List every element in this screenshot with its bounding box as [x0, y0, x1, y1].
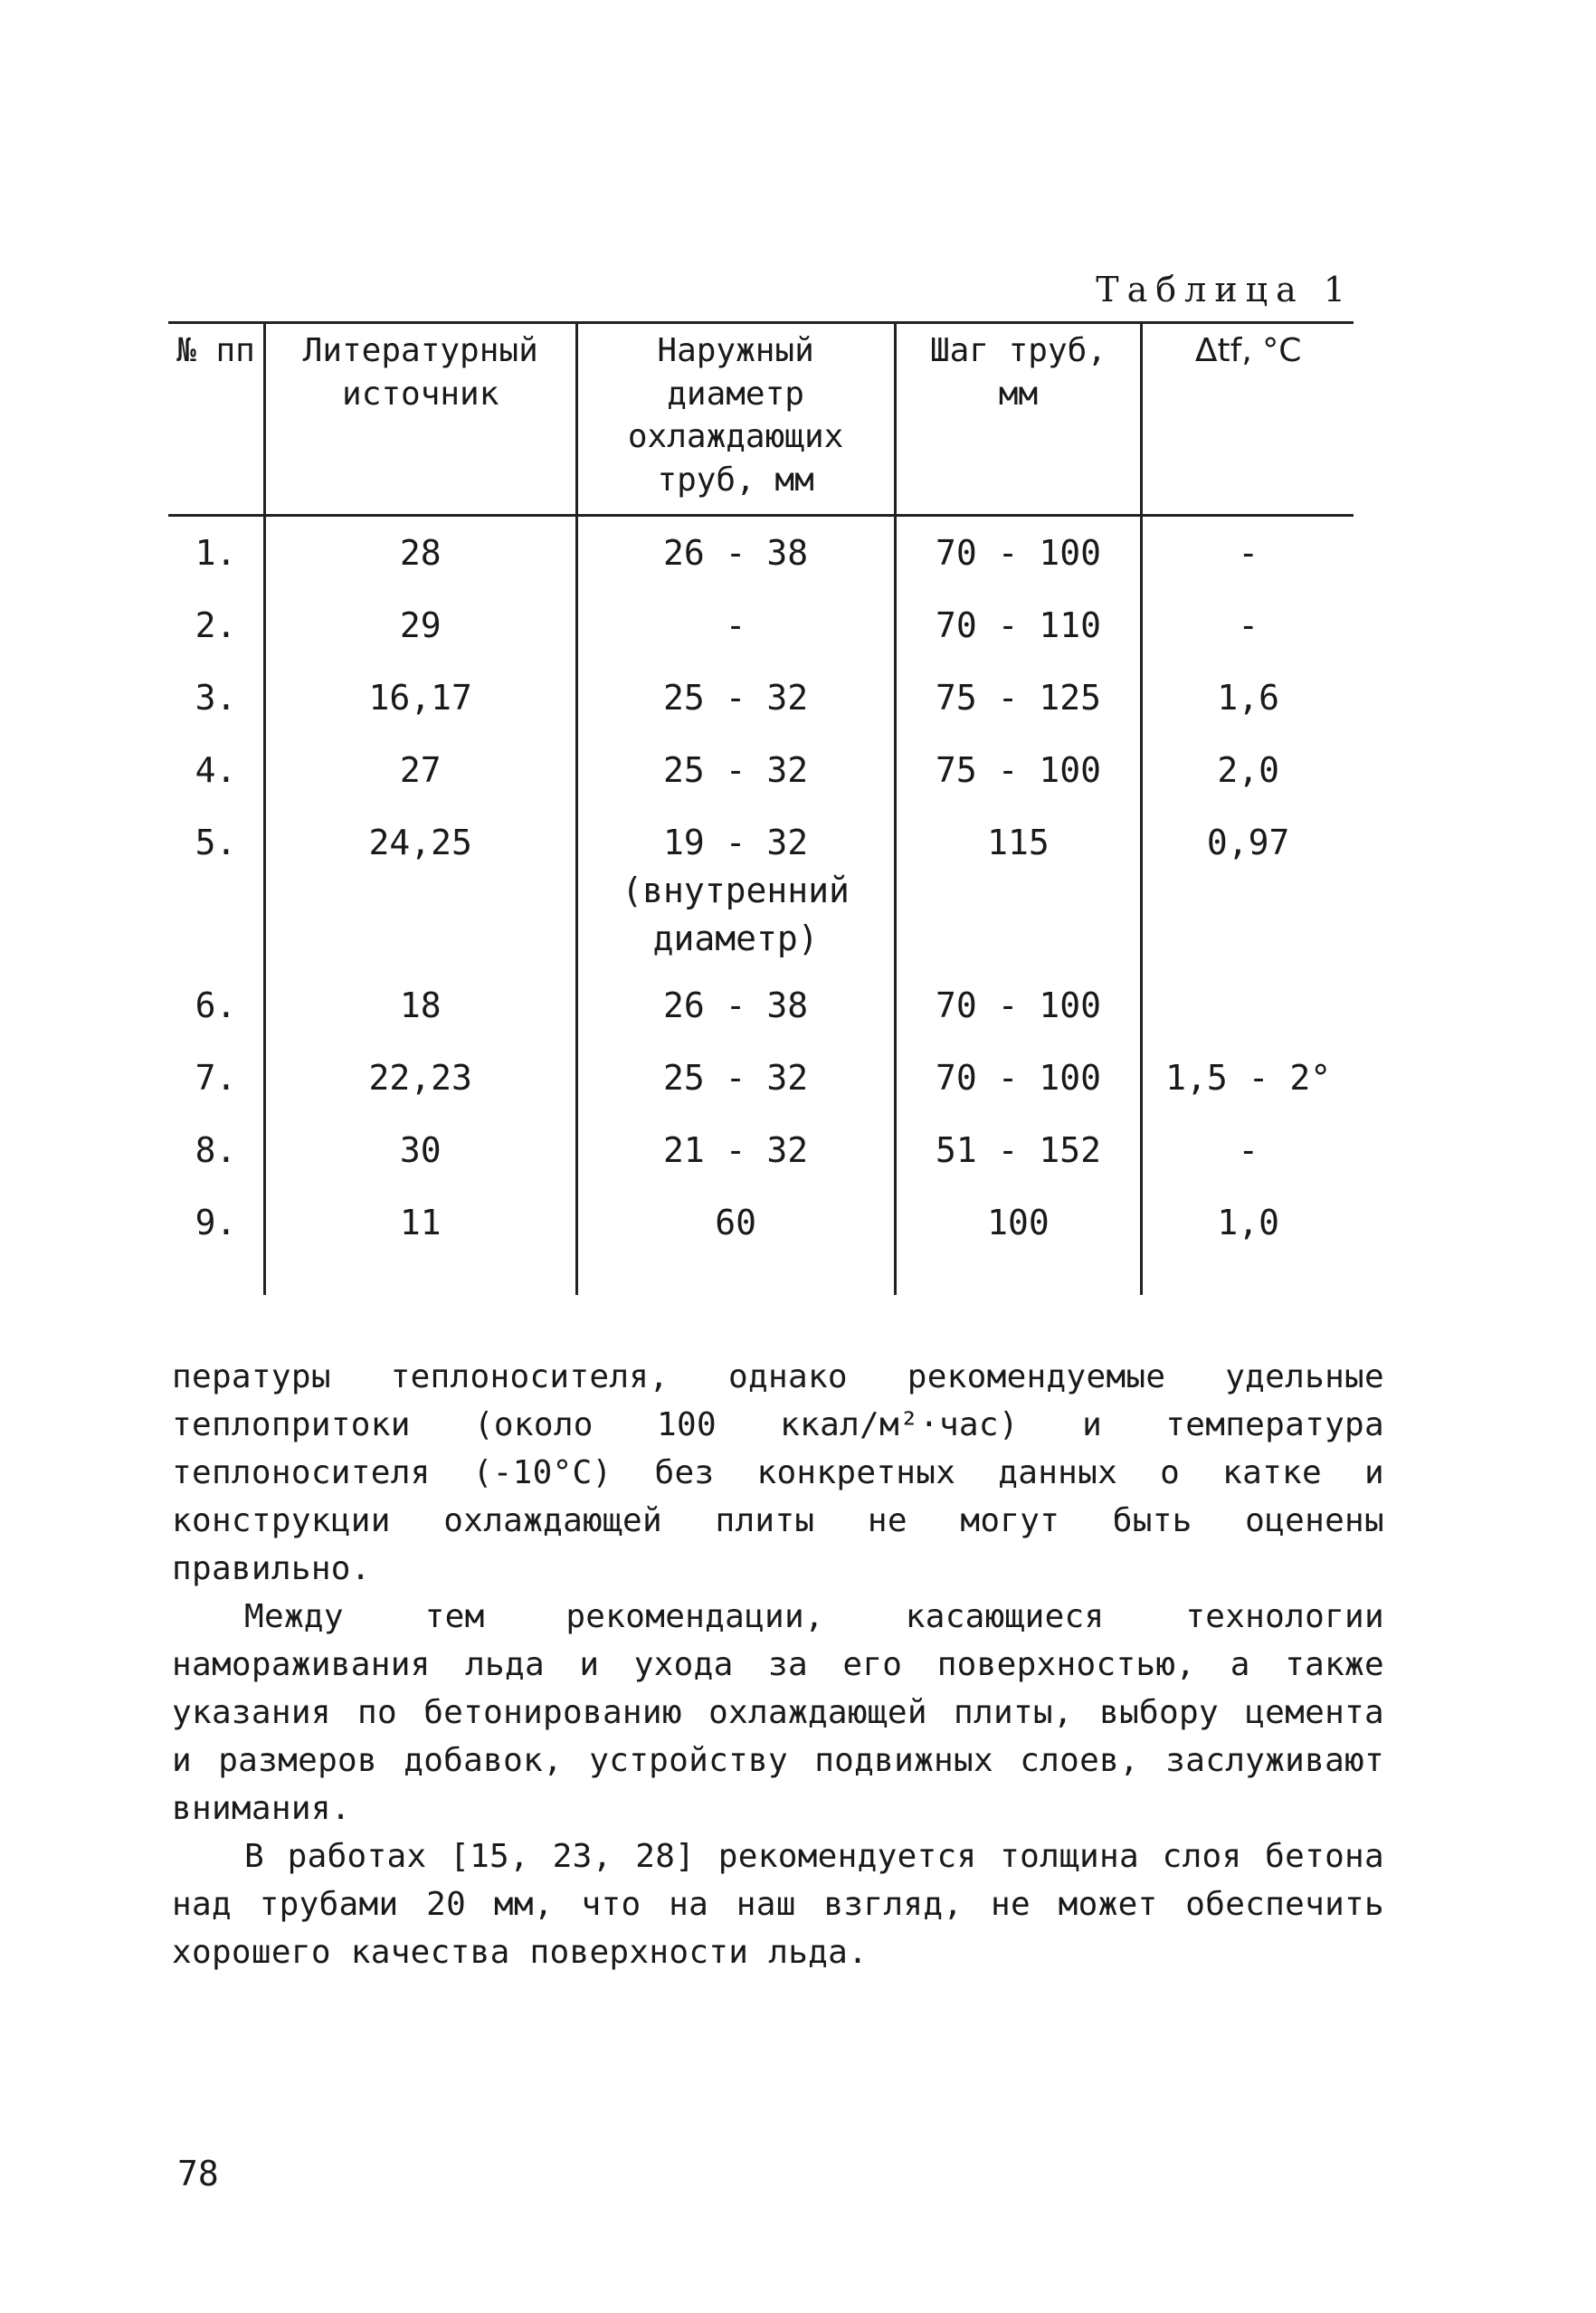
cell-step: 70 - 110 [895, 589, 1142, 662]
cell-step: 70 - 100 [895, 516, 1142, 590]
spacer-cell [168, 1259, 264, 1295]
cell-dt: - [1238, 1129, 1259, 1170]
table-row [168, 1042, 1354, 1114]
cell-no: 9. [168, 1186, 264, 1259]
header-diameter: Наружный диаметр охлаждающих труб, мм [576, 323, 895, 516]
paragraph-3-text: В работах [15, 23, 28] рекомендуется толщина слоя бетона над трубами 20 мм, что на наш взгляд, не может обеспечить хорошего качества поверхности льда. [172, 1838, 1384, 1971]
cell-step: 100 [895, 1186, 1142, 1259]
table-row [168, 969, 1354, 1042]
table-row [168, 1186, 1354, 1259]
cell-source: 27 [264, 734, 576, 806]
page-number: 78 [177, 2154, 219, 2194]
cell-dt: 0,97 [1206, 823, 1290, 863]
cell-dt: 1,5 - 2° [1165, 1057, 1332, 1098]
cell-diameter: 26 - 38 [576, 516, 895, 590]
cell-source: 22,23 [264, 1042, 576, 1114]
table-caption: Таблица 1 [1096, 270, 1354, 309]
cell-no: 6. [168, 969, 264, 1042]
cell-dt: 1,6 [1217, 678, 1279, 719]
spacer-cell [264, 1259, 576, 1295]
cell-step: 70 - 100 [895, 1042, 1142, 1114]
cell-no: 3. [168, 662, 264, 734]
cell-dt: 1,0 [1217, 1202, 1279, 1242]
table-bottom-spacer [168, 1259, 1354, 1295]
table-row [168, 662, 1354, 734]
paragraph-2-text: Между тем рекомендации, касающиеся технологии намораживания льда и ухода за его поверхностью, а также указания по бетонированию охлаждающей плиты, выбору цемента и размеров добавок, устройству подвижных слоев, заслуживают внимания. [172, 1598, 1384, 1827]
cell-step: 51 - 152 [895, 1114, 1142, 1186]
paragraph-1 [172, 1353, 1384, 1593]
spacer-cell [1142, 1259, 1354, 1295]
cell-source: 30 [264, 1114, 576, 1186]
cell-source: 29 [264, 589, 576, 662]
table-header-row [168, 323, 1354, 516]
cell-no: 5. [168, 806, 264, 969]
cell-diameter: 21 - 32 [576, 1114, 895, 1186]
cell-source: 18 [264, 969, 576, 1042]
data-table [168, 321, 1354, 1295]
cell-dt: - [1238, 605, 1259, 646]
cell-no: 8. [168, 1114, 264, 1186]
cell-diameter: 60 [576, 1186, 895, 1259]
cell-step: 75 - 125 [895, 662, 1142, 734]
table-row [168, 1114, 1354, 1186]
cell-no: 1. [168, 516, 264, 590]
paragraph-1-text: пературы теплоносителя, однако рекомендуемые удельные теплопритоки (около 100 ккал/м²·час) и температура теплоносителя (-10°С) без конкретных данных о катке и конструкции охлаждающей плиты не могут быть оценены правильно. [172, 1358, 1384, 1587]
cell-no: 2. [168, 589, 264, 662]
cell-no: 7. [168, 1042, 264, 1114]
cell-step: 70 - 100 [895, 969, 1142, 1042]
cell-diameter: 19 - 32 (внутренний диаметр) [576, 806, 895, 969]
cell-dt: - [1238, 533, 1259, 574]
paragraph-3 [172, 1832, 1384, 1976]
cell-diameter: - [576, 589, 895, 662]
cell-diameter: 25 - 32 [576, 734, 895, 806]
spacer-cell [576, 1259, 895, 1295]
table-row [168, 589, 1354, 662]
cell-source: 24,25 [264, 806, 576, 969]
cell-dt [1142, 969, 1354, 1042]
cell-diameter: 26 - 38 [576, 969, 895, 1042]
paragraph-2 [172, 1593, 1384, 1832]
cell-diameter: 25 - 32 [576, 662, 895, 734]
table-row [168, 734, 1354, 806]
table-row [168, 516, 1354, 590]
header-step: Шаг труб, мм [895, 323, 1142, 516]
spacer-cell [895, 1259, 1142, 1295]
cell-source: 11 [264, 1186, 576, 1259]
table-row [168, 806, 1354, 969]
cell-source: 28 [264, 516, 576, 590]
cell-dt: 2,0 [1217, 750, 1279, 791]
cell-source: 16,17 [264, 662, 576, 734]
cell-step: 75 - 100 [895, 734, 1142, 806]
header-source: Литературный источник [264, 323, 576, 516]
header-no: № пп [168, 323, 264, 516]
header-dt: Δtf, °C [1142, 323, 1354, 516]
cell-no: 4. [168, 734, 264, 806]
cell-step: 115 [895, 806, 1142, 969]
cell-diameter: 25 - 32 [576, 1042, 895, 1114]
